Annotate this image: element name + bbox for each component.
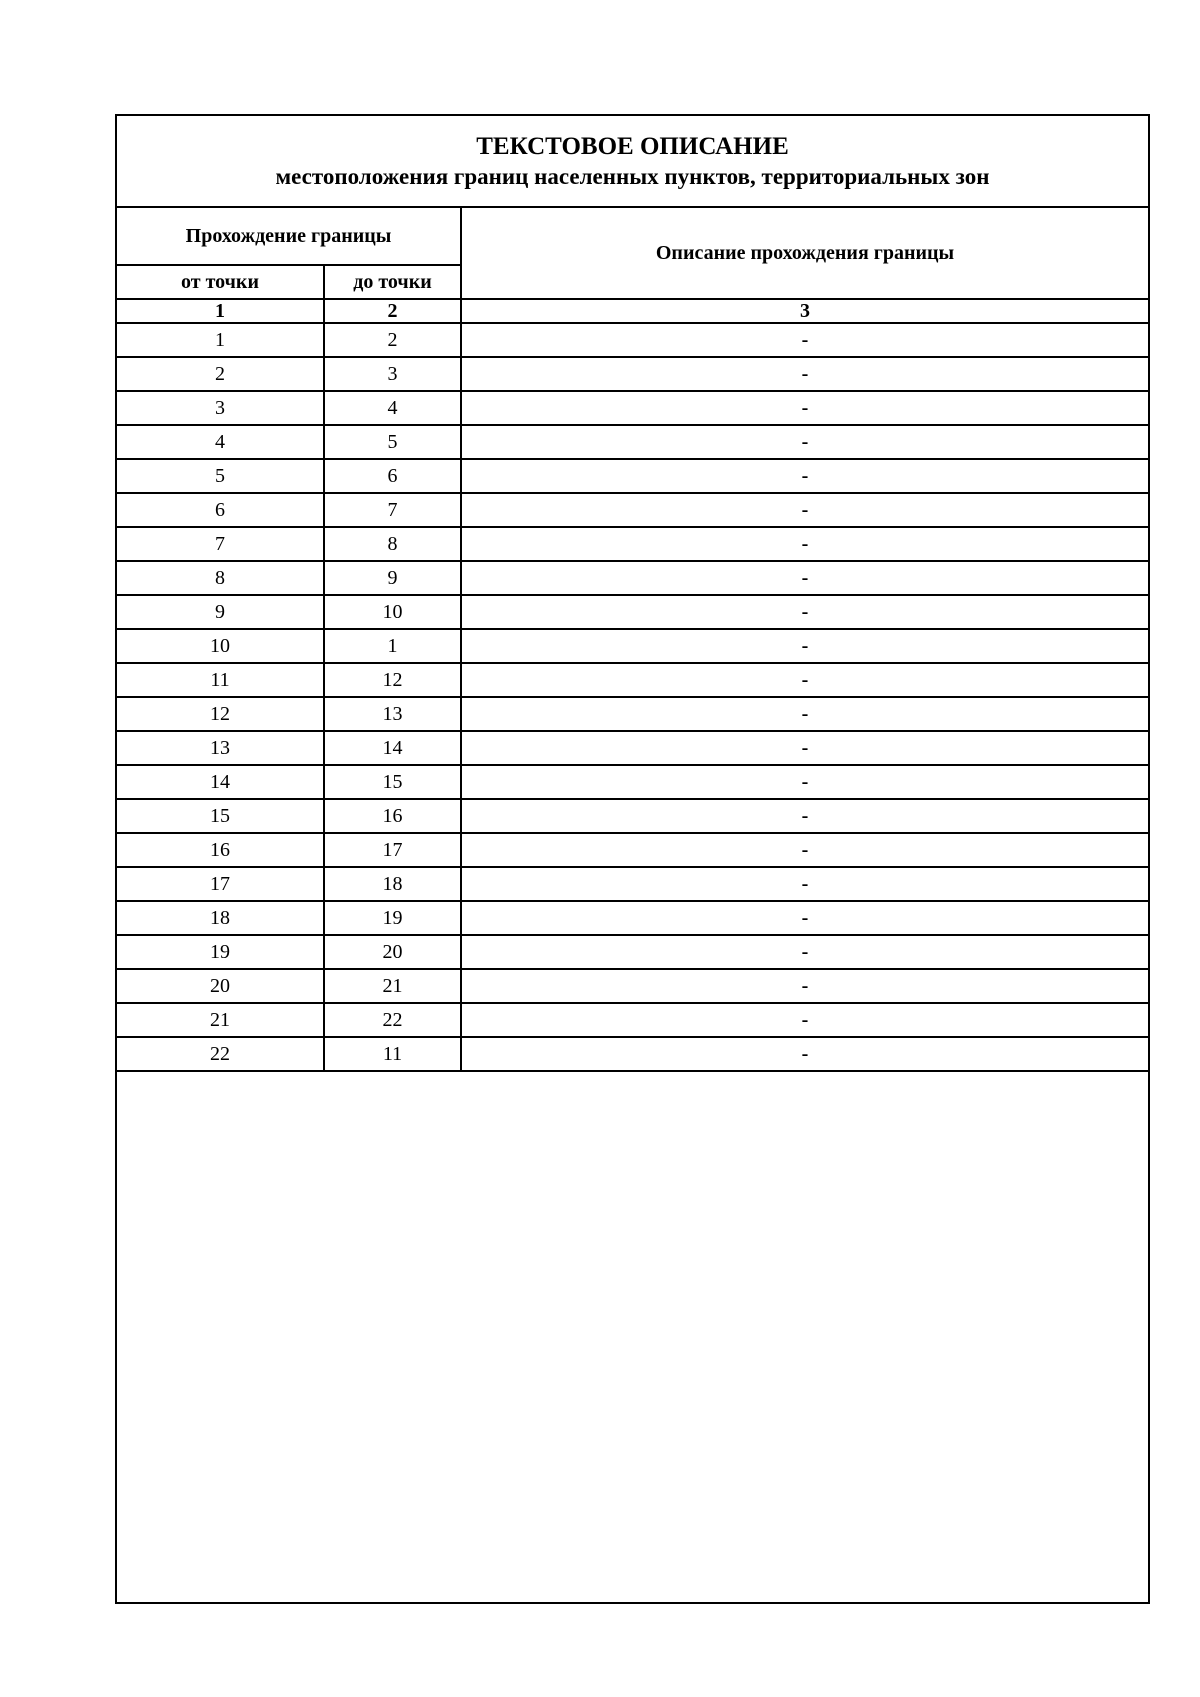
cell-to-point: 20 [324, 935, 461, 969]
table-row [117, 459, 1148, 493]
cell-description: - [461, 595, 1148, 629]
cell-from-point: 12 [117, 697, 324, 731]
cell-from-point: 7 [117, 527, 324, 561]
table-row [117, 765, 1148, 799]
table-row [117, 969, 1148, 1003]
table-row [117, 799, 1148, 833]
cell-description: - [461, 833, 1148, 867]
cell-from-point: 11 [117, 663, 324, 697]
cell-from-point: 18 [117, 901, 324, 935]
cell-from-point: 15 [117, 799, 324, 833]
boundary-table [117, 208, 1148, 1072]
cell-to-point: 17 [324, 833, 461, 867]
cell-to-point: 12 [324, 663, 461, 697]
cell-to-point: 4 [324, 391, 461, 425]
cell-description: - [461, 697, 1148, 731]
cell-to-point: 10 [324, 595, 461, 629]
cell-from-point: 3 [117, 391, 324, 425]
cell-description: - [461, 1003, 1148, 1037]
cell-from-point: 5 [117, 459, 324, 493]
cell-description: - [461, 663, 1148, 697]
cell-description: - [461, 799, 1148, 833]
title-block [117, 116, 1148, 208]
document-frame [115, 114, 1150, 1604]
cell-to-point: 19 [324, 901, 461, 935]
table-row [117, 935, 1148, 969]
cell-to-point: 1 [324, 629, 461, 663]
table-row [117, 731, 1148, 765]
cell-to-point: 16 [324, 799, 461, 833]
cell-from-point: 14 [117, 765, 324, 799]
document-title: ТЕКСТОВОЕ ОПИСАНИЕ [476, 133, 789, 160]
table-row [117, 629, 1148, 663]
cell-to-point: 9 [324, 561, 461, 595]
header-boundary-passage: Прохождение границы [117, 208, 461, 265]
header-from-point: от точки [117, 265, 324, 299]
cell-to-point: 15 [324, 765, 461, 799]
cell-from-point: 13 [117, 731, 324, 765]
cell-description: - [461, 459, 1148, 493]
table-row [117, 493, 1148, 527]
cell-to-point: 7 [324, 493, 461, 527]
table-row [117, 1003, 1148, 1037]
table-row [117, 357, 1148, 391]
cell-description: - [461, 731, 1148, 765]
cell-from-point: 19 [117, 935, 324, 969]
cell-from-point: 2 [117, 357, 324, 391]
table-header-row [117, 208, 1148, 265]
cell-description: - [461, 765, 1148, 799]
cell-from-point: 4 [117, 425, 324, 459]
cell-from-point: 16 [117, 833, 324, 867]
column-number-row [117, 299, 1148, 323]
table-row [117, 425, 1148, 459]
table-row [117, 697, 1148, 731]
document-subtitle: местоположения границ населенных пунктов, территориальных зон [275, 164, 990, 189]
table-row [117, 527, 1148, 561]
cell-from-point: 8 [117, 561, 324, 595]
cell-to-point: 22 [324, 1003, 461, 1037]
cell-to-point: 5 [324, 425, 461, 459]
cell-description: - [461, 391, 1148, 425]
cell-to-point: 13 [324, 697, 461, 731]
cell-description: - [461, 561, 1148, 595]
table-row [117, 561, 1148, 595]
cell-description: - [461, 935, 1148, 969]
cell-from-point: 1 [117, 323, 324, 357]
table-row [117, 1037, 1148, 1071]
cell-description: - [461, 629, 1148, 663]
cell-to-point: 8 [324, 527, 461, 561]
cell-description: - [461, 1037, 1148, 1071]
cell-to-point: 18 [324, 867, 461, 901]
cell-description: - [461, 969, 1148, 1003]
column-number-2: 2 [324, 299, 461, 323]
column-number-3: 3 [461, 299, 1148, 323]
table-row [117, 663, 1148, 697]
table-row [117, 833, 1148, 867]
cell-from-point: 20 [117, 969, 324, 1003]
cell-description: - [461, 425, 1148, 459]
cell-description: - [461, 527, 1148, 561]
cell-from-point: 22 [117, 1037, 324, 1071]
cell-description: - [461, 867, 1148, 901]
cell-from-point: 21 [117, 1003, 324, 1037]
cell-from-point: 9 [117, 595, 324, 629]
table-row [117, 867, 1148, 901]
cell-to-point: 3 [324, 357, 461, 391]
header-description: Описание прохождения границы [461, 208, 1148, 299]
cell-to-point: 21 [324, 969, 461, 1003]
cell-description: - [461, 493, 1148, 527]
cell-to-point: 2 [324, 323, 461, 357]
cell-to-point: 6 [324, 459, 461, 493]
cell-to-point: 11 [324, 1037, 461, 1071]
cell-description: - [461, 901, 1148, 935]
cell-description: - [461, 323, 1148, 357]
cell-from-point: 17 [117, 867, 324, 901]
cell-to-point: 14 [324, 731, 461, 765]
table-row [117, 901, 1148, 935]
table-row [117, 391, 1148, 425]
cell-from-point: 6 [117, 493, 324, 527]
cell-from-point: 10 [117, 629, 324, 663]
table-row [117, 323, 1148, 357]
header-to-point: до точки [324, 265, 461, 299]
table-row [117, 595, 1148, 629]
column-number-1: 1 [117, 299, 324, 323]
cell-description: - [461, 357, 1148, 391]
